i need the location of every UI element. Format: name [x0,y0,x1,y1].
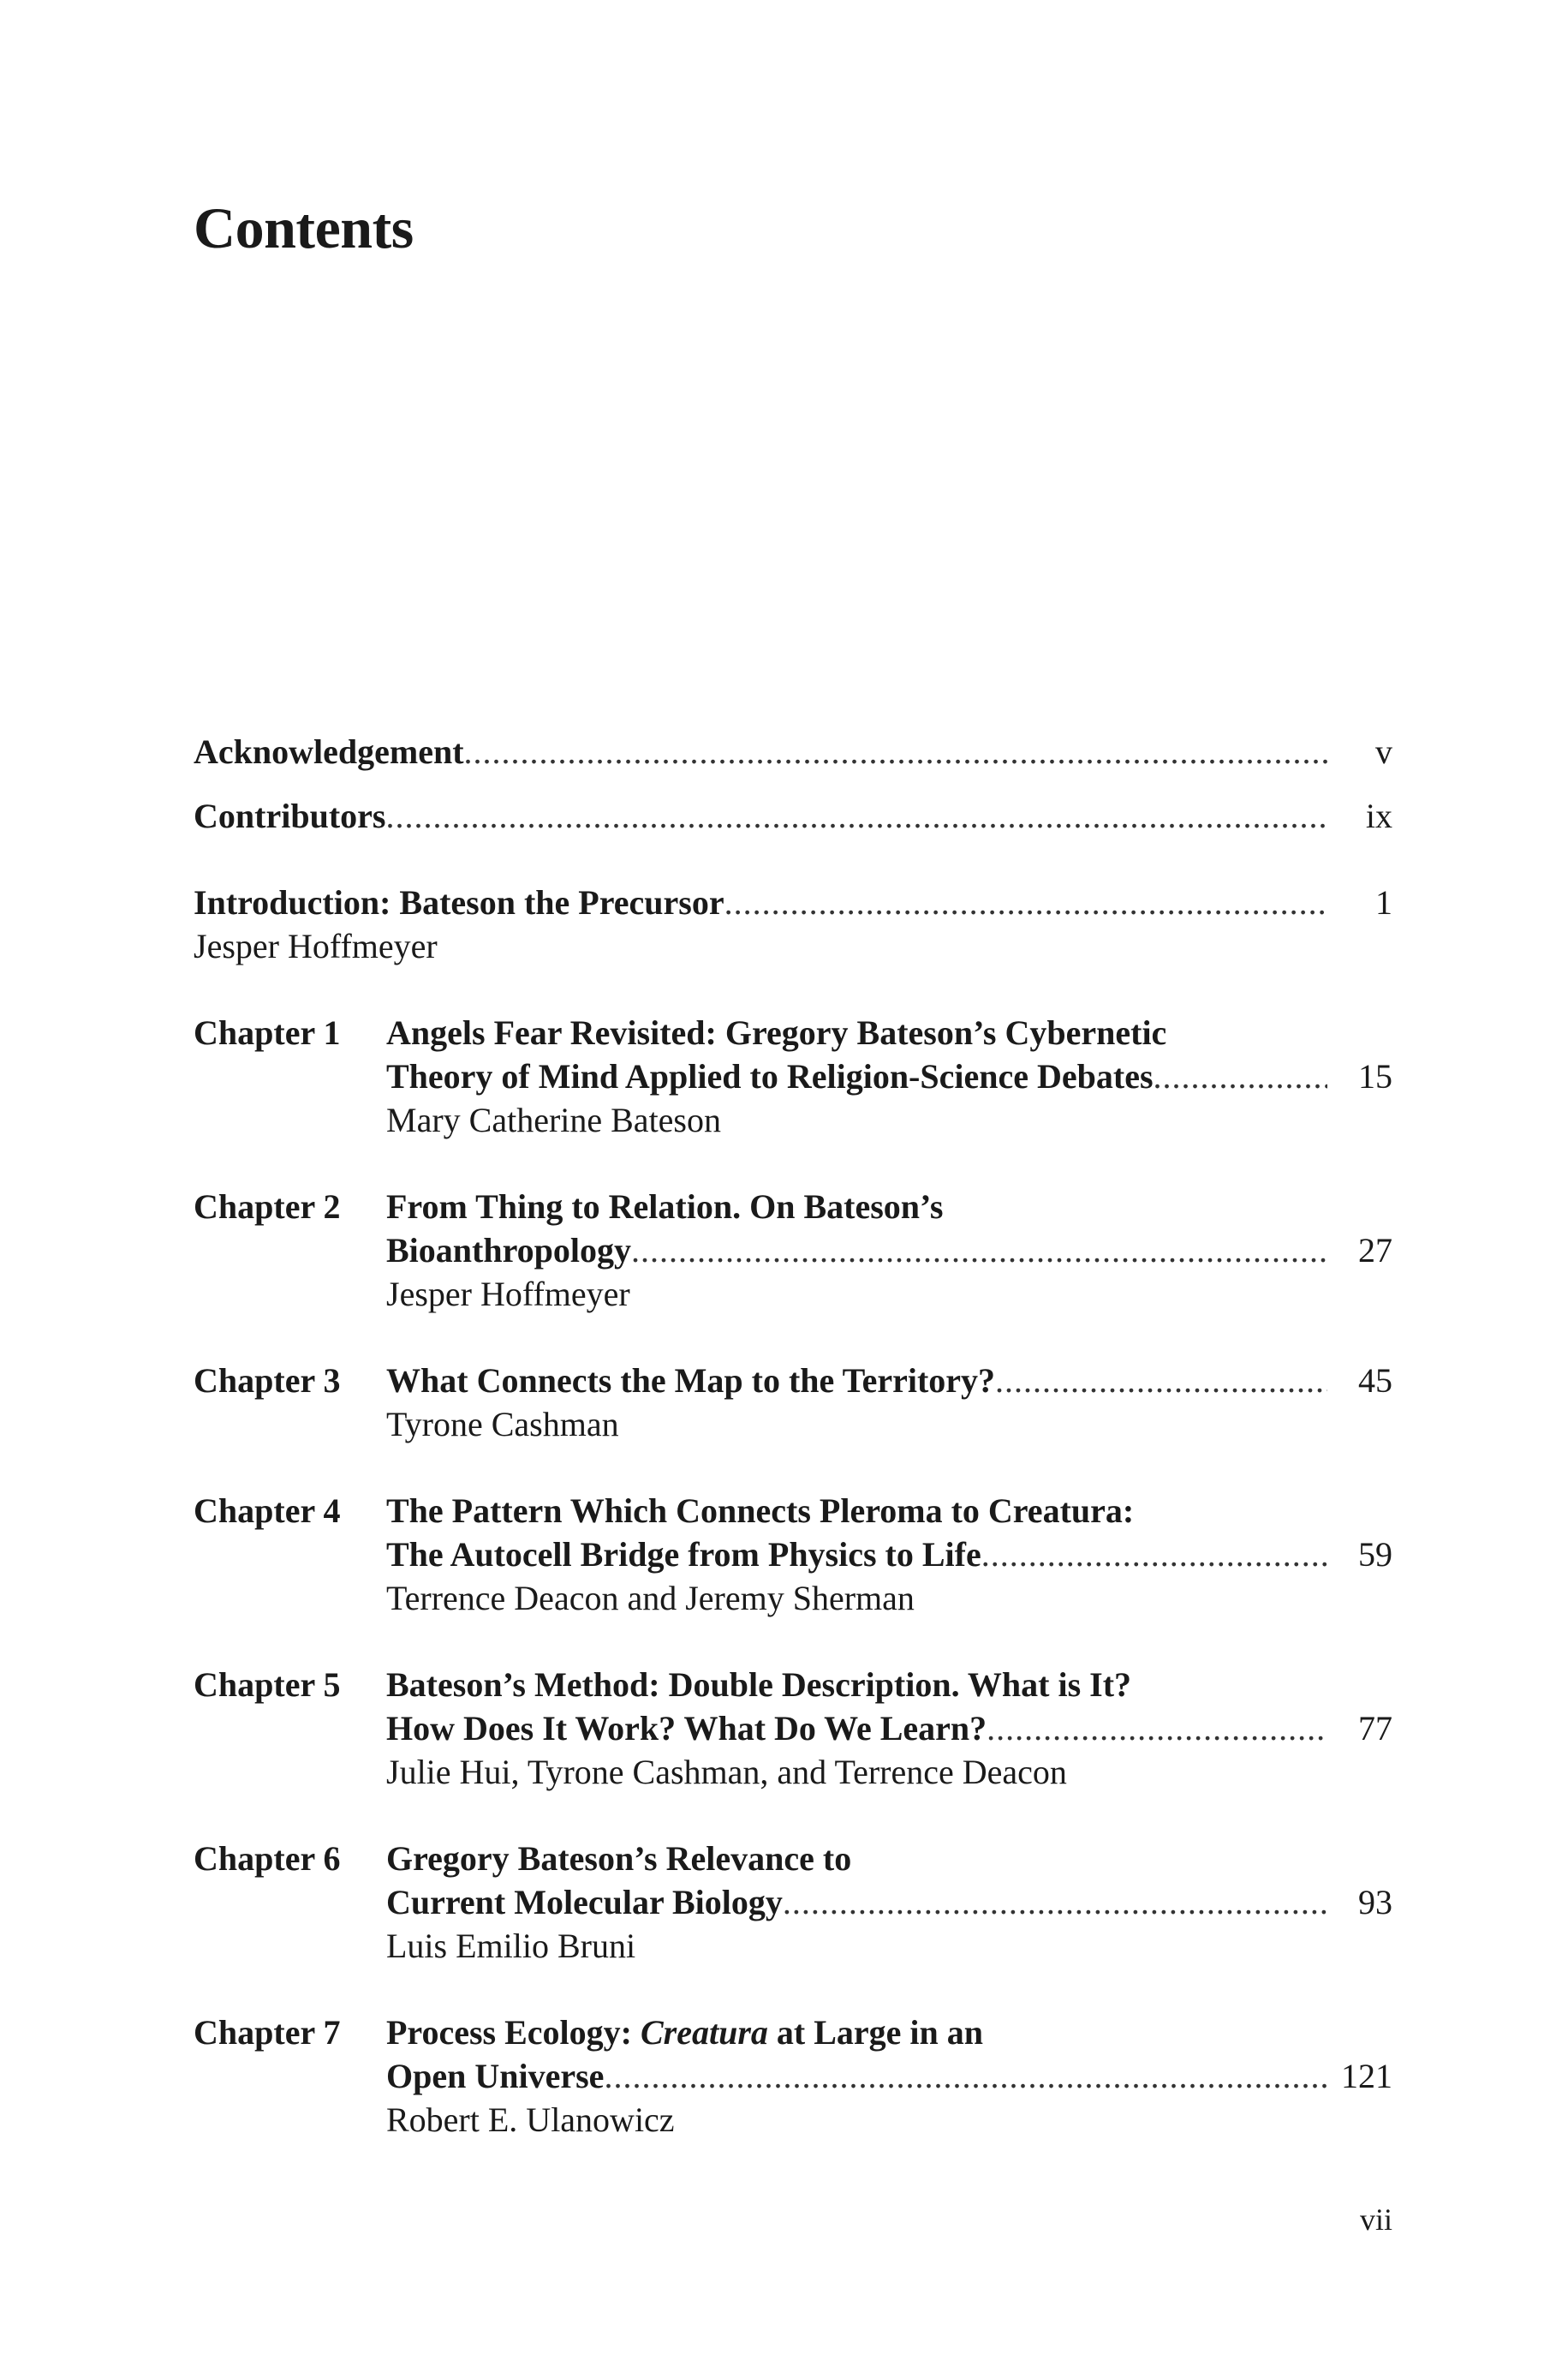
chapter-label: Chapter 5 [194,1665,341,1704]
chapter-title-line: The Autocell Bridge from Physics to Life [386,1535,981,1574]
toc-entry-title: Acknowledgement [194,732,464,771]
chapter-page: 93 [1358,1883,1392,1921]
chapter-page: 45 [1358,1361,1392,1400]
chapter-title-line: Open Universe [386,2057,605,2095]
page-number: vii [1359,2202,1392,2237]
toc-chapter-3[interactable] [194,1359,1392,1446]
chapter-title-line: Gregory Bateson’s Relevance to [386,1839,852,1878]
dot-leader [631,1228,1327,1272]
chapter-author: Jesper Hoffmeyer [386,1275,630,1313]
dot-leader [464,730,1327,774]
chapter-title-line: Bateson’s Method: Double Description. What is It? [386,1665,1132,1704]
toc-chapter-1[interactable] [194,1011,1392,1142]
toc-chapter-7[interactable] [194,2011,1392,2142]
toc-entry-title: Contributors [194,797,386,835]
chapter-author: Mary Catherine Bateson [386,1101,721,1139]
table-of-contents [194,730,1392,2142]
chapter-author: Julie Hui, Tyrone Cashman, and Terrence Deacon [386,1753,1067,1791]
toc-entry-contributors[interactable] [194,794,1392,838]
toc-entry-page: 1 [1375,883,1392,922]
chapter-label: Chapter 7 [194,2013,341,2052]
chapter-author: Luis Emilio Bruni [386,1927,636,1965]
chapter-author: Terrence Deacon and Jeremy Sherman [386,1579,915,1617]
chapter-title-line: From Thing to Relation. On Bateson’s [386,1187,944,1226]
chapter-title-line: How Does It Work? What Do We Learn? [386,1709,987,1748]
dot-leader [995,1359,1327,1402]
chapter-title-line: Bioanthropology [386,1231,631,1270]
page-title: Contents [194,195,414,260]
toc-entry-page: v [1375,732,1392,771]
dot-leader [724,881,1327,924]
chapter-title-line: Angels Fear Revisited: Gregory Bateson’s Cybernetic [386,1013,1167,1052]
dot-leader [783,1880,1327,1924]
chapter-title-line: Current Molecular Biology [386,1883,783,1921]
chapter-page: 59 [1358,1535,1392,1574]
chapter-title-line: The Pattern Which Connects Pleroma to Creatura: [386,1491,1135,1530]
dot-leader [987,1706,1327,1750]
chapter-label: Chapter 2 [194,1187,341,1226]
toc-entry-author: Jesper Hoffmeyer [194,927,438,965]
chapter-title-line [386,2011,983,2054]
toc-chapter-5[interactable] [194,1663,1392,1794]
dot-leader [981,1533,1327,1576]
toc-chapter-6[interactable] [194,1837,1392,1968]
toc-chapter-4[interactable] [194,1489,1392,1620]
chapter-title-segment: at Large in an [767,2013,984,2052]
dot-leader [1154,1055,1327,1098]
toc-entry-page: ix [1365,797,1392,835]
chapter-author: Robert E. Ulanowicz [386,2100,675,2139]
dot-leader [385,794,1327,838]
chapter-title-line: Theory of Mind Applied to Religion-Science Debates [386,1057,1154,1096]
chapter-title-segment: Process Ecology: [386,2013,641,2052]
chapter-page: 15 [1358,1057,1392,1096]
chapter-label: Chapter 3 [194,1361,341,1400]
chapter-label: Chapter 1 [194,1013,341,1052]
chapter-page: 121 [1341,2057,1392,2095]
chapter-page: 77 [1358,1709,1392,1748]
toc-chapter-2[interactable] [194,1185,1392,1316]
toc-entry-acknowledgement[interactable] [194,730,1392,774]
chapter-title-italic: Creatura [640,2013,768,2052]
chapter-label: Chapter 4 [194,1491,341,1530]
chapter-author: Tyrone Cashman [386,1405,619,1443]
toc-entry-title: Introduction: Bateson the Precursor [194,883,724,922]
toc-entry-introduction[interactable] [194,881,1392,924]
dot-leader [604,2054,1327,2098]
chapter-label: Chapter 6 [194,1839,341,1878]
chapter-page: 27 [1358,1231,1392,1270]
chapter-title-line: What Connects the Map to the Territory? [386,1361,996,1400]
